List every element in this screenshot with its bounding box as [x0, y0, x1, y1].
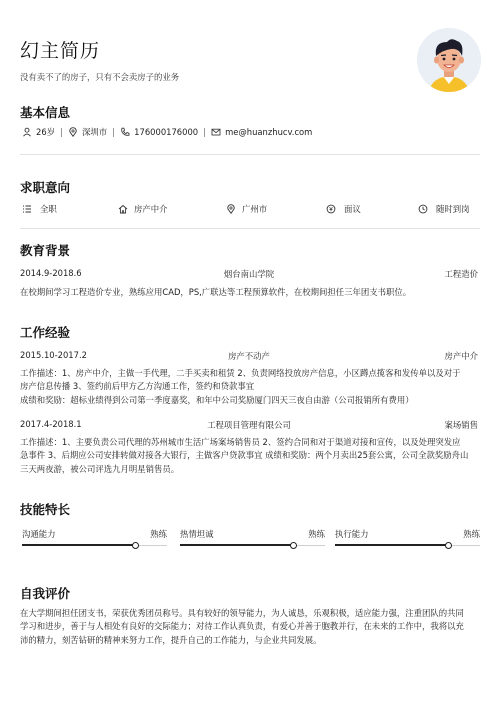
education-period: 2014.9-2018.6	[20, 268, 82, 278]
section-title-work: 工作经验	[20, 325, 71, 340]
skill-level: 熟练	[150, 529, 167, 539]
list-icon	[22, 204, 32, 214]
section-title-self-eval: 自我评价	[20, 586, 71, 601]
self-eval-line: 在大学期间担任团支书，荣获优秀团员称号。具有较好的领导能力，为人诚恳，乐观积极，适应能力强，注重团队的共同	[20, 608, 464, 618]
job-description-line: 工作描述：1、房产中介，主做一手代理，二手买卖和租赁 2、负责网络投放房产信息，小区蹲点揽客和发传单以及对于	[20, 368, 461, 378]
section-title-intent: 求职意向	[20, 180, 71, 195]
phone-item	[120, 127, 198, 137]
resume-name: 幻主简历	[20, 40, 101, 62]
job-company: 房产不动产	[228, 351, 270, 361]
job-company: 工程项目管理有限公司	[207, 420, 291, 430]
skill-bar-fill	[335, 544, 448, 546]
section-title-basic: 基本信息	[20, 105, 71, 120]
job-period: 2017.4-2018.1	[20, 419, 82, 429]
intent-position: 房产中介	[118, 203, 168, 215]
mail-icon	[211, 127, 221, 137]
skill-bar	[180, 545, 325, 546]
self-eval-line: 学习和进步，善于与人相处有良好的交际能力；对待工作认真负责，有爱心并善于胞教并行，在未来的工作中，我将以充	[20, 621, 464, 632]
skill-name: 沟通能力	[22, 529, 56, 539]
job-description-line: 房产信息传播 3、签约前后甲方乙方沟通工作，签约和贷款事宜	[20, 381, 255, 392]
city-value: 深圳市	[82, 127, 108, 137]
city-item	[68, 126, 107, 138]
age-item	[22, 126, 55, 138]
skill-level: 熟练	[463, 529, 480, 539]
job-description-line: 成绩和奖励：超标业绩得到公司第一季度嘉奖，和年中公司奖励厦门四天三夜自由游（公司报销所有费用）	[20, 394, 414, 405]
age-value: 26岁	[36, 127, 56, 137]
intent-city: 广州市	[226, 203, 267, 215]
section-divider	[20, 154, 480, 155]
skill-bar	[335, 545, 480, 546]
intent-salary: 面议	[326, 203, 361, 215]
avatar	[417, 28, 481, 92]
job-period: 2015.10-2017.2	[20, 350, 87, 360]
person-icon	[22, 127, 32, 137]
job-description	[20, 436, 478, 476]
avatar-illustration	[417, 28, 481, 92]
skill-bar-fill	[180, 544, 293, 546]
education-description: 在校期间学习工程造价专业，熟练应用CAD，PS,广联达等工程预算软件，在校期间担任三年团支书职位。	[20, 287, 412, 297]
section-title-education: 教育背景	[20, 243, 71, 258]
skill-name: 热情坦诚	[180, 529, 214, 539]
section-divider	[20, 228, 480, 229]
job-description-line: 三天两夜游，被公司评选九月明星销售员。	[20, 463, 180, 474]
resume-slogan: 没有卖不了的房子，只有不会卖房子的业务	[20, 72, 180, 82]
skill-bar	[22, 545, 167, 546]
location-icon	[68, 127, 78, 137]
phone-value: 176000176000	[134, 127, 199, 137]
education-school: 烟台南山学院	[223, 269, 275, 279]
email-value: me@huanzhucv.com	[225, 127, 313, 137]
divider	[113, 128, 114, 137]
divider	[61, 128, 62, 137]
divider	[204, 128, 205, 137]
intent-availability: 随时到岗	[418, 203, 470, 215]
phone-icon	[120, 127, 130, 137]
clock-icon	[418, 204, 428, 214]
section-title-skills: 技能特长	[20, 502, 71, 517]
skill-bar-knob	[132, 542, 139, 549]
job-description-line: 急事件 3、后期应公司安排转做对接各大银行，主做客户贷款事宜 成绩和奖励：两个月卖出25套公寓，公司全款奖励舟山	[20, 450, 469, 461]
self-eval-line: 沛的精力，刻苦钻研的精神来努力工作，提升自己的工作能力，与企业共同发展。	[20, 634, 322, 645]
email-item	[211, 127, 312, 137]
basic-info-row	[22, 126, 312, 138]
skill-bar-knob	[445, 542, 452, 549]
job-description-line: 工作描述：1、主要负责公司代理的苏州城市生活广场案场销售员 2、签约合同和对于渠道对接和宣传，以及处理突发应	[20, 437, 461, 447]
skill-bar-knob	[290, 542, 297, 549]
skill-level: 熟练	[308, 529, 325, 539]
resume-header	[20, 36, 100, 63]
self-eval-text	[20, 607, 478, 647]
job-role: 案场销售	[444, 420, 478, 430]
intent-type: 全职	[22, 203, 57, 215]
job-role: 房产中介	[444, 351, 478, 361]
coin-icon	[326, 204, 336, 214]
home-icon	[118, 204, 128, 214]
skill-name: 执行能力	[335, 529, 369, 539]
location-icon	[226, 204, 236, 214]
job-description	[20, 367, 478, 407]
education-major: 工程造价	[444, 269, 478, 279]
skill-bar-fill	[22, 544, 135, 546]
